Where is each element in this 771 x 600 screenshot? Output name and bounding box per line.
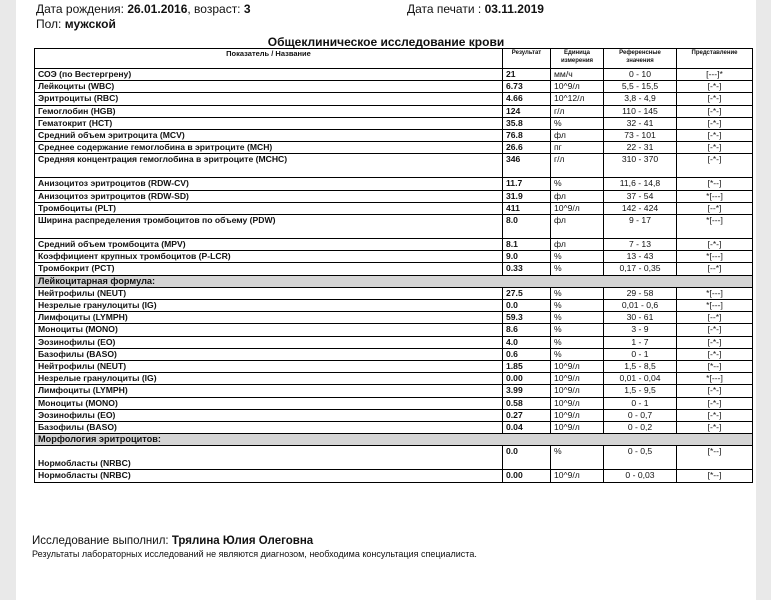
test-result: 346 xyxy=(503,154,551,178)
test-name: Среднее содержание гемоглобина в эритроците (MCH) xyxy=(35,142,503,154)
test-reference: 7 - 13 xyxy=(604,239,677,251)
test-name: Моноциты (MONO) xyxy=(35,324,503,336)
test-result: 8.1 xyxy=(503,239,551,251)
test-result: 0.58 xyxy=(503,397,551,409)
test-result: 411 xyxy=(503,202,551,214)
test-reference: 9 - 17 xyxy=(604,215,677,239)
test-name: Коэффициент крупных тромбоцитов (P-LCR) xyxy=(35,251,503,263)
test-unit: % xyxy=(551,312,604,324)
test-name: Тромбоциты (PLT) xyxy=(35,202,503,214)
test-unit: фл xyxy=(551,239,604,251)
test-result: 9.0 xyxy=(503,251,551,263)
test-representation: [-*-] xyxy=(677,239,753,251)
section-title: Морфология эритроцитов: xyxy=(35,434,753,446)
test-name: Моноциты (MONO) xyxy=(35,397,503,409)
table-row xyxy=(35,105,753,117)
test-result: 1.85 xyxy=(503,361,551,373)
table-row xyxy=(35,446,753,470)
test-reference: 30 - 61 xyxy=(604,312,677,324)
test-result: 4.0 xyxy=(503,336,551,348)
test-representation: [*--] xyxy=(677,361,753,373)
test-representation: [-*-] xyxy=(677,117,753,129)
table-row xyxy=(35,324,753,336)
test-name: Анизоцитоз эритроцитов (RDW-CV) xyxy=(35,178,503,190)
performed-name: Трялина Юлия Олеговна xyxy=(171,535,314,547)
test-result: 76.8 xyxy=(503,130,551,142)
test-unit: г/л xyxy=(551,105,604,117)
test-representation: [-*-] xyxy=(677,154,753,178)
test-name: Гемоглобин (HGB) xyxy=(35,105,503,117)
section-title: Лейкоцитарная формула: xyxy=(35,275,753,287)
age-value: 3 xyxy=(243,2,251,16)
col-unit-header: Единица измерения xyxy=(551,49,604,69)
test-reference: 142 - 424 xyxy=(604,202,677,214)
test-unit: 10^9/л xyxy=(551,81,604,93)
test-result: 3.99 xyxy=(503,385,551,397)
test-representation: [*--] xyxy=(677,178,753,190)
test-representation: *[---] xyxy=(677,373,753,385)
test-unit: фл xyxy=(551,215,604,239)
test-unit: г/л xyxy=(551,154,604,178)
test-reference: 0 - 1 xyxy=(604,348,677,360)
test-representation: [*--] xyxy=(677,446,753,470)
test-result: 0.0 xyxy=(503,300,551,312)
test-reference: 0,17 - 0,35 xyxy=(604,263,677,275)
col-result-header: Результат xyxy=(503,49,551,69)
test-unit: 10^9/л xyxy=(551,202,604,214)
table-row xyxy=(35,215,753,239)
test-reference: 1 - 7 xyxy=(604,336,677,348)
test-reference: 32 - 41 xyxy=(604,117,677,129)
table-row xyxy=(35,69,753,81)
test-reference: 0 - 0,5 xyxy=(604,446,677,470)
table-row xyxy=(35,409,753,421)
test-representation: [-*-] xyxy=(677,142,753,154)
dob-value: 26.01.2016 xyxy=(127,2,188,16)
table-row xyxy=(35,93,753,105)
test-result: 8.6 xyxy=(503,324,551,336)
test-unit: фл xyxy=(551,130,604,142)
table-row xyxy=(35,373,753,385)
test-unit: 10^9/л xyxy=(551,409,604,421)
test-unit: % xyxy=(551,446,604,470)
test-result: 6.73 xyxy=(503,81,551,93)
table-row xyxy=(35,312,753,324)
test-result: 4.66 xyxy=(503,93,551,105)
test-representation: [-*-] xyxy=(677,397,753,409)
test-reference: 0 - 0,03 xyxy=(604,470,677,482)
table-row xyxy=(35,336,753,348)
test-result: 21 xyxy=(503,69,551,81)
test-representation: [-*-] xyxy=(677,348,753,360)
test-reference: 73 - 101 xyxy=(604,130,677,142)
test-reference: 0 - 0,2 xyxy=(604,422,677,434)
table-row xyxy=(35,385,753,397)
test-representation: [--*] xyxy=(677,312,753,324)
test-unit: % xyxy=(551,178,604,190)
test-result: 59.3 xyxy=(503,312,551,324)
test-reference: 3 - 9 xyxy=(604,324,677,336)
table-row xyxy=(35,397,753,409)
test-name: Эритроциты (RBC) xyxy=(35,93,503,105)
test-name: Нейтрофилы (NEUT) xyxy=(35,361,503,373)
table-row xyxy=(35,130,753,142)
test-name: Тромбокрит (PCT) xyxy=(35,263,503,275)
disclaimer-note: Результаты лабораторных исследований не являются диагнозом, необходима консультация специалиста. xyxy=(32,549,477,559)
test-reference: 13 - 43 xyxy=(604,251,677,263)
test-reference: 11,6 - 14,8 xyxy=(604,178,677,190)
table-row xyxy=(35,470,753,482)
test-name: Базофилы (BASO) xyxy=(35,348,503,360)
print-value: 03.11.2019 xyxy=(484,2,544,16)
test-reference: 3,8 - 4,9 xyxy=(604,93,677,105)
test-representation: [-*-] xyxy=(677,93,753,105)
test-reference: 110 - 145 xyxy=(604,105,677,117)
test-name: Нейтрофилы (NEUT) xyxy=(35,287,503,299)
birth-info xyxy=(36,2,251,16)
performed-label: Исследование выполнил: xyxy=(32,535,169,547)
test-representation: *[---] xyxy=(677,287,753,299)
test-unit: фл xyxy=(551,190,604,202)
test-name: Анизоцитоз эритроцитов (RDW-SD) xyxy=(35,190,503,202)
test-name: Средний объем тромбоцита (MPV) xyxy=(35,239,503,251)
test-name: Незрелые гранулоциты (IG) xyxy=(35,373,503,385)
test-name: Лейкоциты (WBC) xyxy=(35,81,503,93)
table-row xyxy=(35,142,753,154)
test-reference: 5,5 - 15,5 xyxy=(604,81,677,93)
test-representation: *[---] xyxy=(677,251,753,263)
test-reference: 0 - 0,7 xyxy=(604,409,677,421)
table-row xyxy=(35,348,753,360)
test-name: Лимфоциты (LYMPH) xyxy=(35,385,503,397)
test-representation: [-*-] xyxy=(677,422,753,434)
test-name: Средний объем эритроцита (MCV) xyxy=(35,130,503,142)
table-row xyxy=(35,361,753,373)
test-result: 0.33 xyxy=(503,263,551,275)
test-unit: % xyxy=(551,336,604,348)
test-representation: [-*-] xyxy=(677,324,753,336)
test-name: Ширина распределения тромбоцитов по объему (PDW) xyxy=(35,215,503,239)
test-result: 31.9 xyxy=(503,190,551,202)
test-representation: *[---] xyxy=(677,215,753,239)
table-header-row xyxy=(35,49,753,69)
table-row xyxy=(35,190,753,202)
table-row xyxy=(35,251,753,263)
test-unit: 10^9/л xyxy=(551,397,604,409)
table-row xyxy=(35,239,753,251)
table-row xyxy=(35,178,753,190)
test-unit: % xyxy=(551,348,604,360)
test-unit: 10^9/л xyxy=(551,361,604,373)
test-name: Нормобласты (NRBC) xyxy=(35,446,503,470)
test-representation: [*--] xyxy=(677,470,753,482)
test-unit: 10^12/л xyxy=(551,93,604,105)
table-row xyxy=(35,422,753,434)
test-reference: 0,01 - 0,6 xyxy=(604,300,677,312)
test-name: Эозинофилы (EO) xyxy=(35,336,503,348)
dob-label: Дата рождения: xyxy=(36,2,124,16)
test-unit: 10^9/л xyxy=(551,385,604,397)
test-unit: % xyxy=(551,251,604,263)
col-ref-header: Референсные значения xyxy=(604,49,677,69)
test-name: СОЭ (по Вестергрену) xyxy=(35,69,503,81)
test-reference: 310 - 370 xyxy=(604,154,677,178)
test-reference: 22 - 31 xyxy=(604,142,677,154)
test-representation: [--*] xyxy=(677,263,753,275)
test-name: Базофилы (BASO) xyxy=(35,422,503,434)
test-unit: мм/ч xyxy=(551,69,604,81)
test-result: 27.5 xyxy=(503,287,551,299)
test-result: 0.27 xyxy=(503,409,551,421)
test-unit: % xyxy=(551,300,604,312)
test-name: Эозинофилы (EO) xyxy=(35,409,503,421)
test-unit: % xyxy=(551,263,604,275)
test-representation: [-*-] xyxy=(677,409,753,421)
test-representation: [-*-] xyxy=(677,336,753,348)
test-result: 11.7 xyxy=(503,178,551,190)
test-reference: 37 - 54 xyxy=(604,190,677,202)
test-reference: 0 - 1 xyxy=(604,397,677,409)
test-name: Гематокрит (HCT) xyxy=(35,117,503,129)
test-unit: % xyxy=(551,287,604,299)
table-row xyxy=(35,117,753,129)
lab-report-page xyxy=(16,0,756,600)
test-representation: *[---] xyxy=(677,190,753,202)
test-result: 0.6 xyxy=(503,348,551,360)
results-table xyxy=(34,48,753,483)
col-rep-header: Представление xyxy=(677,49,753,69)
test-unit: 10^9/л xyxy=(551,373,604,385)
test-unit: 10^9/л xyxy=(551,422,604,434)
test-result: 35.8 xyxy=(503,117,551,129)
table-row xyxy=(35,263,753,275)
table-row xyxy=(35,202,753,214)
col-name-header: Показатель / Название xyxy=(35,49,503,69)
test-name: Лимфоциты (LYMPH) xyxy=(35,312,503,324)
test-unit: % xyxy=(551,117,604,129)
test-unit: % xyxy=(551,324,604,336)
test-representation: [--*] xyxy=(677,202,753,214)
test-result: 0.00 xyxy=(503,470,551,482)
test-reference: 0,01 - 0,04 xyxy=(604,373,677,385)
test-reference: 29 - 58 xyxy=(604,287,677,299)
section-row xyxy=(35,275,753,287)
test-reference: 1,5 - 8,5 xyxy=(604,361,677,373)
performed-by xyxy=(32,535,313,547)
section-row xyxy=(35,434,753,446)
test-unit: пг xyxy=(551,142,604,154)
table-row xyxy=(35,81,753,93)
test-result: 124 xyxy=(503,105,551,117)
table-row xyxy=(35,300,753,312)
print-label: Дата печати : xyxy=(407,2,482,16)
report-title: Общеклиническое исследование крови xyxy=(267,35,505,49)
sex-value: мужской xyxy=(64,17,116,31)
sex-label: Пол: xyxy=(36,17,62,31)
table-row xyxy=(35,154,753,178)
age-label: , возраст: xyxy=(187,2,241,16)
test-result: 8.0 xyxy=(503,215,551,239)
sex-info xyxy=(36,17,116,31)
test-reference: 0 - 10 xyxy=(604,69,677,81)
test-result: 26.6 xyxy=(503,142,551,154)
test-result: 0.00 xyxy=(503,373,551,385)
test-representation: [-*-] xyxy=(677,385,753,397)
test-representation: *[---] xyxy=(677,300,753,312)
test-reference: 1,5 - 9,5 xyxy=(604,385,677,397)
test-result: 0.04 xyxy=(503,422,551,434)
test-name: Нормобласты (NRBC) xyxy=(35,470,503,482)
test-representation: [-*-] xyxy=(677,105,753,117)
test-unit: 10^9/л xyxy=(551,470,604,482)
test-result: 0.0 xyxy=(503,446,551,470)
test-name: Средняя концентрация гемоглобина в эритроците (MCHC) xyxy=(35,154,503,178)
test-name: Незрелые гранулоциты (IG) xyxy=(35,300,503,312)
test-representation: [-*-] xyxy=(677,81,753,93)
print-date xyxy=(407,2,544,16)
test-representation: [---]* xyxy=(677,69,753,81)
table-row xyxy=(35,287,753,299)
test-representation: [-*-] xyxy=(677,130,753,142)
